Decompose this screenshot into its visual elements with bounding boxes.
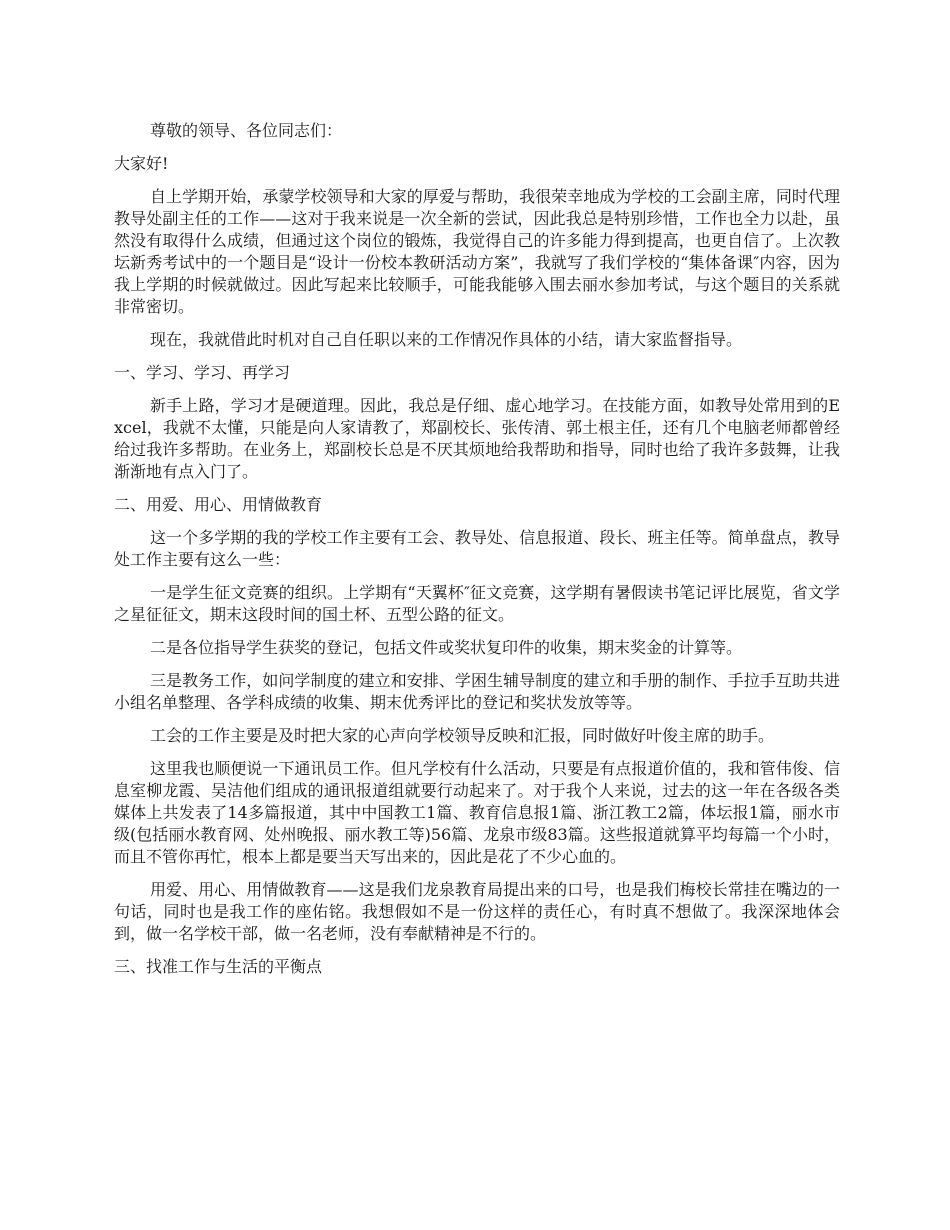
section-2-paragraph-4: 三是教务工作，如问学制度的建立和安排、学困生辅导制度的建立和手册的制作、手拉手互助共进小组名单整理、各学科成绩的收集、期末优秀评比的登记和奖状发放等等。 bbox=[114, 671, 840, 712]
section-2-paragraph-1: 这一个多学期的我的学校工作主要有工会、教导处、信息报道、段长、班主任等。简单盘点，教导处工作主要有这么一些： bbox=[114, 528, 840, 569]
section-2-paragraph-2: 一是学生征文竞赛的组织。上学期有“天翼杯″征文竞赛，这学期有暑假读书笔记评比展览，省文学之星征征文，期末这段时间的国土杯、五型公路的征文。 bbox=[114, 583, 840, 624]
section-1-heading: 一、学习、学习、再学习 bbox=[114, 363, 291, 382]
intro-paragraph-2: 现在，我就借此时机对自己自任职以来的工作情况作具体的小结，请大家监督指导。 bbox=[150, 330, 743, 349]
section-2-paragraph-7: 用爱、用心、用情做教育——这是我们龙泉教育局提出来的口号，也是我们梅校长常挂在嘴边的一句话，同时也是我工作的座佑铭。我想假如不是一份这样的责任心，有时真不想做了。我深深地体会到，做一名学校干部，做一名老师，没有奉献精神是不行的。 bbox=[114, 880, 840, 943]
section-2-heading: 二、用爱、用心、用情做教育 bbox=[114, 495, 323, 514]
greeting: 大家好! bbox=[114, 154, 169, 173]
section-3-heading: 三、找准工作与生活的平衡点 bbox=[114, 957, 323, 976]
document-page bbox=[114, 120, 840, 989]
intro-paragraph-1: 自上学期开始，承蒙学校领导和大家的厚爱与帮助，我很荣幸地成为学校的工会副主席，同时代理教导处副主任的工作——这对于我来说是一次全新的尝试，因此我总是特别珍惜，工作也全力以赴，虽然没有取得什么成绩，但通过这个岗位的锻炼，我觉得自己的许多能力得到提高，也更自信了。上次教坛新秀考试中的一个题目是“设计一份校本教研活动方案”，我就写了我们学校的“集体备课″内容，因为我上学期的时候就做过。因此写起来比较顺手，可能我能够入围去丽水参加考试，与这个题目的关系就非常密切。 bbox=[114, 187, 840, 316]
section-2-paragraph-5: 工会的工作主要是及时把大家的心声向学校领导反映和汇报，同时做好叶俊主席的助手。 bbox=[150, 726, 775, 745]
section-2-paragraph-3: 二是各位指导学生获奖的登记，包括文件或奖状复印件的收集，期末奖金的计算等。 bbox=[150, 638, 743, 657]
salutation: 尊敬的领导、各位同志们： bbox=[150, 121, 343, 140]
section-2-paragraph-6: 这里我也顺便说一下通讯员工作。但凡学校有什么活动，只要是有点报道价值的，我和管伟俊、信息室柳龙霞、吴洁他们组成的通讯报道组就要行动起来了。对于我个人来说，过去的这一年在各级各类媒体上共发表了14多篇报道，其中中国教工1篇、教育信息报1篇、浙江教工2篇，体坛报1篇，丽水市级(包括丽水教育网、处州晚报、丽水教工等)56篇、龙泉市级83篇。这些报道就算平均每篇一个小时，而且不管你再忙，根本上都是要当天写出来的，因此是花了不少心血的。 bbox=[114, 759, 840, 866]
section-1-paragraph-1: 新手上路，学习才是硬道理。因此，我总是仔细、虚心地学习。在技能方面，如教导处常用到的Excel，我就不太懂，只能是向人家请教了，郑副校长、张传清、郭土根主任，还有几个电脑老师都曾经给过我许多帮助。在业务上，郑副校长总是不厌其烦地给我帮助和指导，同时也给了我许多鼓舞，让我渐渐地有点入门了。 bbox=[114, 396, 840, 481]
